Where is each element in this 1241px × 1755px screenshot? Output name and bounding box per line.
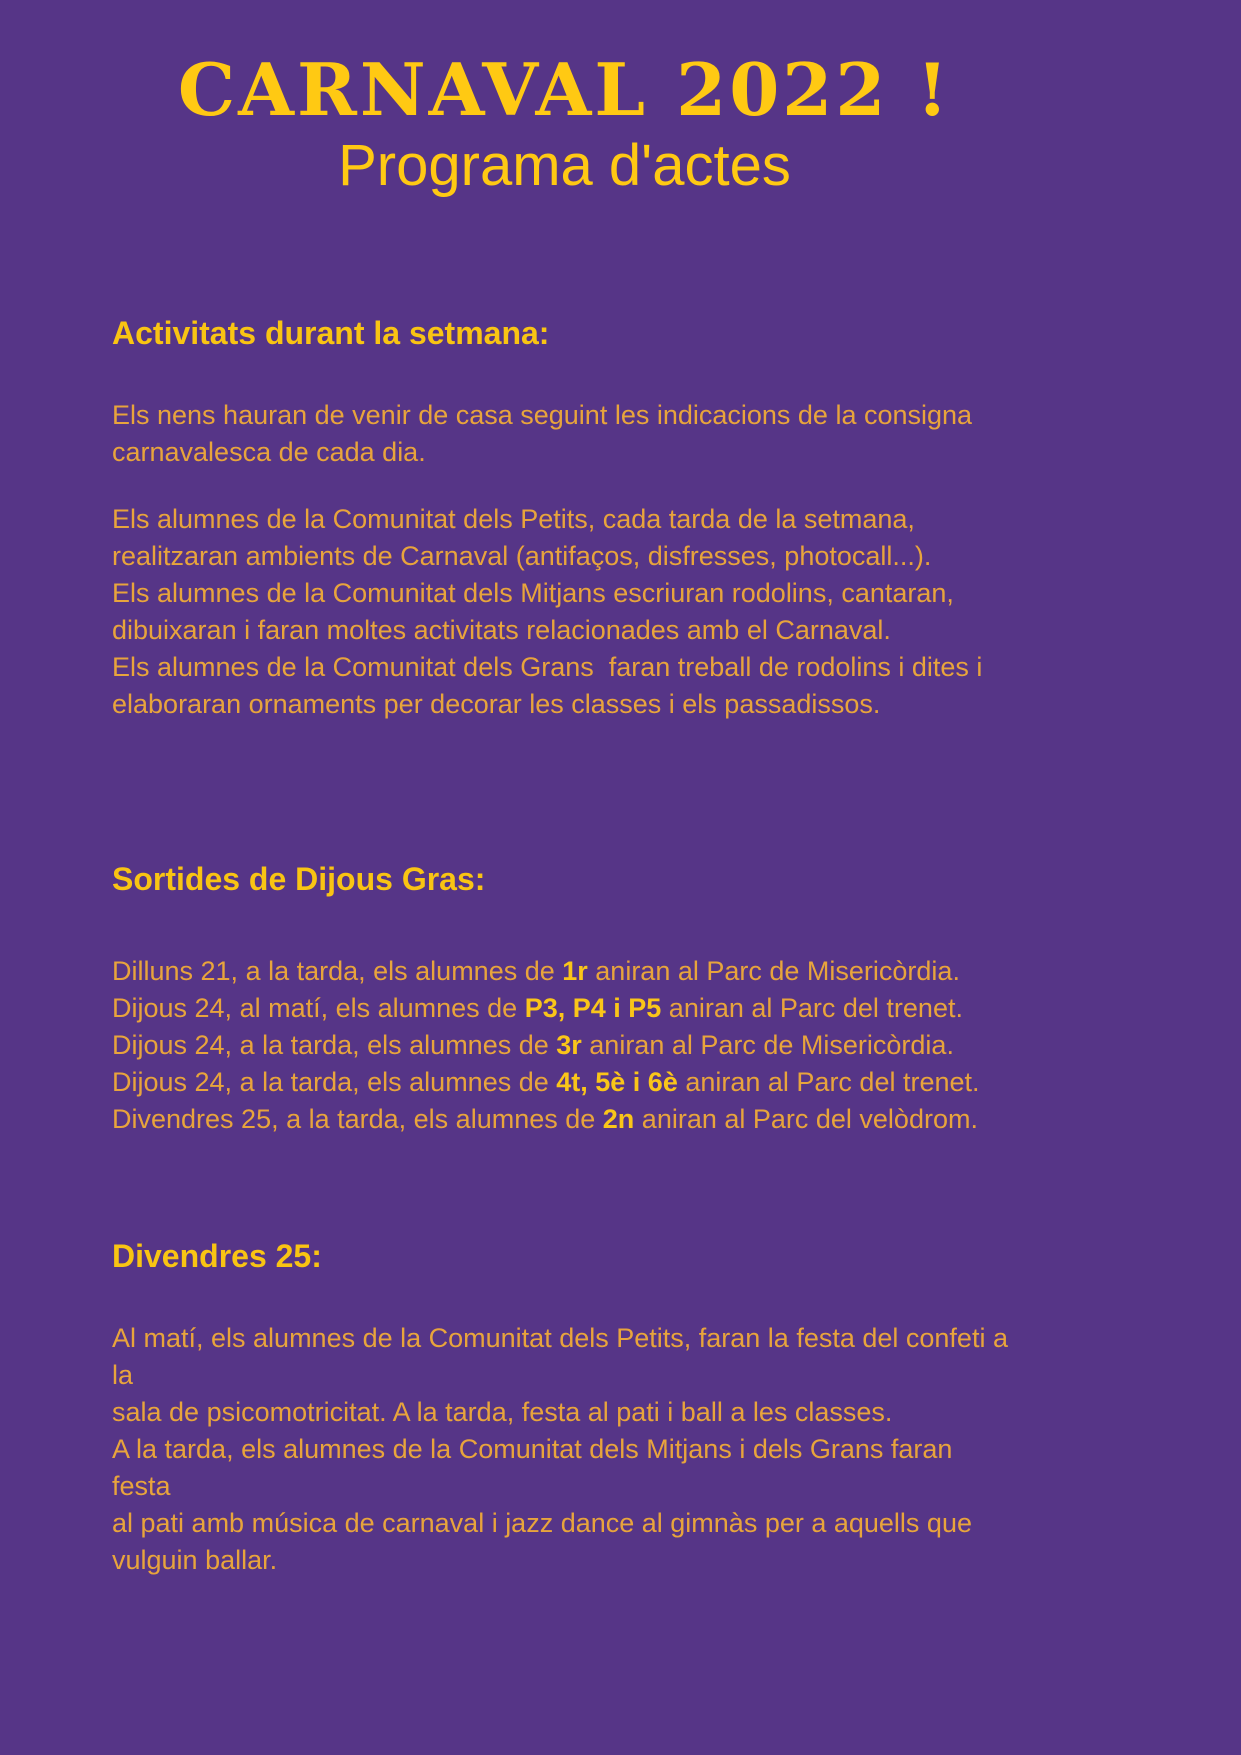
paragraph-line: realitzaran ambients de Carnaval (antifaços, disfresses, photocall...). [112, 541, 932, 572]
schedule-line-pre: Dilluns 21, a la tarda, els alumnes de [112, 956, 563, 987]
schedule-line [112, 1064, 1017, 1101]
activitats-paragraph-1 [112, 397, 1017, 471]
schedule-line-group: 4t, 5è i 6è [556, 1067, 678, 1098]
paragraph-line: sala de psicomotricitat. A la tarda, festa al pati i ball a les classes. [112, 1397, 893, 1428]
schedule-line [112, 953, 1017, 990]
schedule-line-pre: Divendres 25, a la tarda, els alumnes de [112, 1104, 603, 1135]
schedule-line-pre: Dijous 24, al matí, els alumnes de [112, 993, 525, 1024]
schedule-line-group: P3, P4 i P5 [524, 993, 662, 1024]
sortides-schedule-list [112, 953, 1017, 1138]
paragraph-line: Els alumnes de la Comunitat dels Petits, cada tarda de la setmana, [112, 504, 915, 535]
schedule-line-post: aniran al Parc del trenet. [661, 993, 963, 1024]
schedule-line-pre: Dijous 24, a la tarda, els alumnes de [112, 1030, 557, 1061]
paragraph-line: Al matí, els alumnes de la Comunitat dels Petits, faran la festa del confeti a la [112, 1323, 1016, 1391]
schedule-line-group: 3r [556, 1030, 582, 1061]
poster-title: CARNAVAL 2022 ! [177, 47, 952, 132]
schedule-line-pre: Dijous 24, a la tarda, els alumnes de [112, 1067, 557, 1098]
schedule-line-post: aniran al Parc del trenet. [677, 1067, 980, 1098]
paragraph-line: Els nens hauran de venir de casa seguint les indicacions de la consigna [112, 400, 973, 431]
schedule-line-post: aniran al Parc de Misericòrdia. [581, 1030, 954, 1061]
paragraph-line: al pati amb música de carnaval i jazz dance al gimnàs per a aquells que [112, 1508, 972, 1539]
poster-header [112, 0, 1017, 197]
schedule-line-post: aniran al Parc de Misericòrdia. [587, 956, 960, 987]
schedule-line-post: aniran al Parc del velòdrom. [634, 1104, 978, 1135]
activitats-paragraph-2 [112, 501, 1017, 723]
paragraph-line: dibuixaran i faran moltes activitats relacionades amb el Carnaval. [112, 615, 891, 646]
paragraph-line: elaboraran ornaments per decorar les classes i els passadissos. [112, 689, 881, 720]
paragraph-line: Els alumnes de la Comunitat dels Mitjans escriuran rodolins, cantaran, [112, 578, 954, 609]
paragraph-line: carnavalesca de cada dia. [112, 437, 426, 468]
divendres-paragraph [112, 1320, 1017, 1579]
schedule-line [112, 990, 1017, 1027]
paragraph-line: A la tarda, els alumnes de la Comunitat dels Mitjans i dels Grans faran festa [112, 1434, 960, 1502]
paragraph-line: Els alumnes de la Comunitat dels Grans faran treball de rodolins i dites i [112, 652, 983, 683]
poster-subtitle: Programa d'actes [338, 132, 791, 198]
section-heading-sortides: Sortides de Dijous Gras: [112, 861, 486, 898]
schedule-line-group: 2n [602, 1104, 635, 1135]
paragraph-line: vulguin ballar. [112, 1545, 278, 1576]
schedule-line [112, 1027, 1017, 1064]
section-heading-activitats: Activitats durant la setmana: [112, 315, 550, 352]
schedule-line [112, 1101, 1017, 1138]
schedule-line-group: 1r [562, 956, 588, 987]
section-heading-divendres: Divendres 25: [112, 1238, 322, 1275]
